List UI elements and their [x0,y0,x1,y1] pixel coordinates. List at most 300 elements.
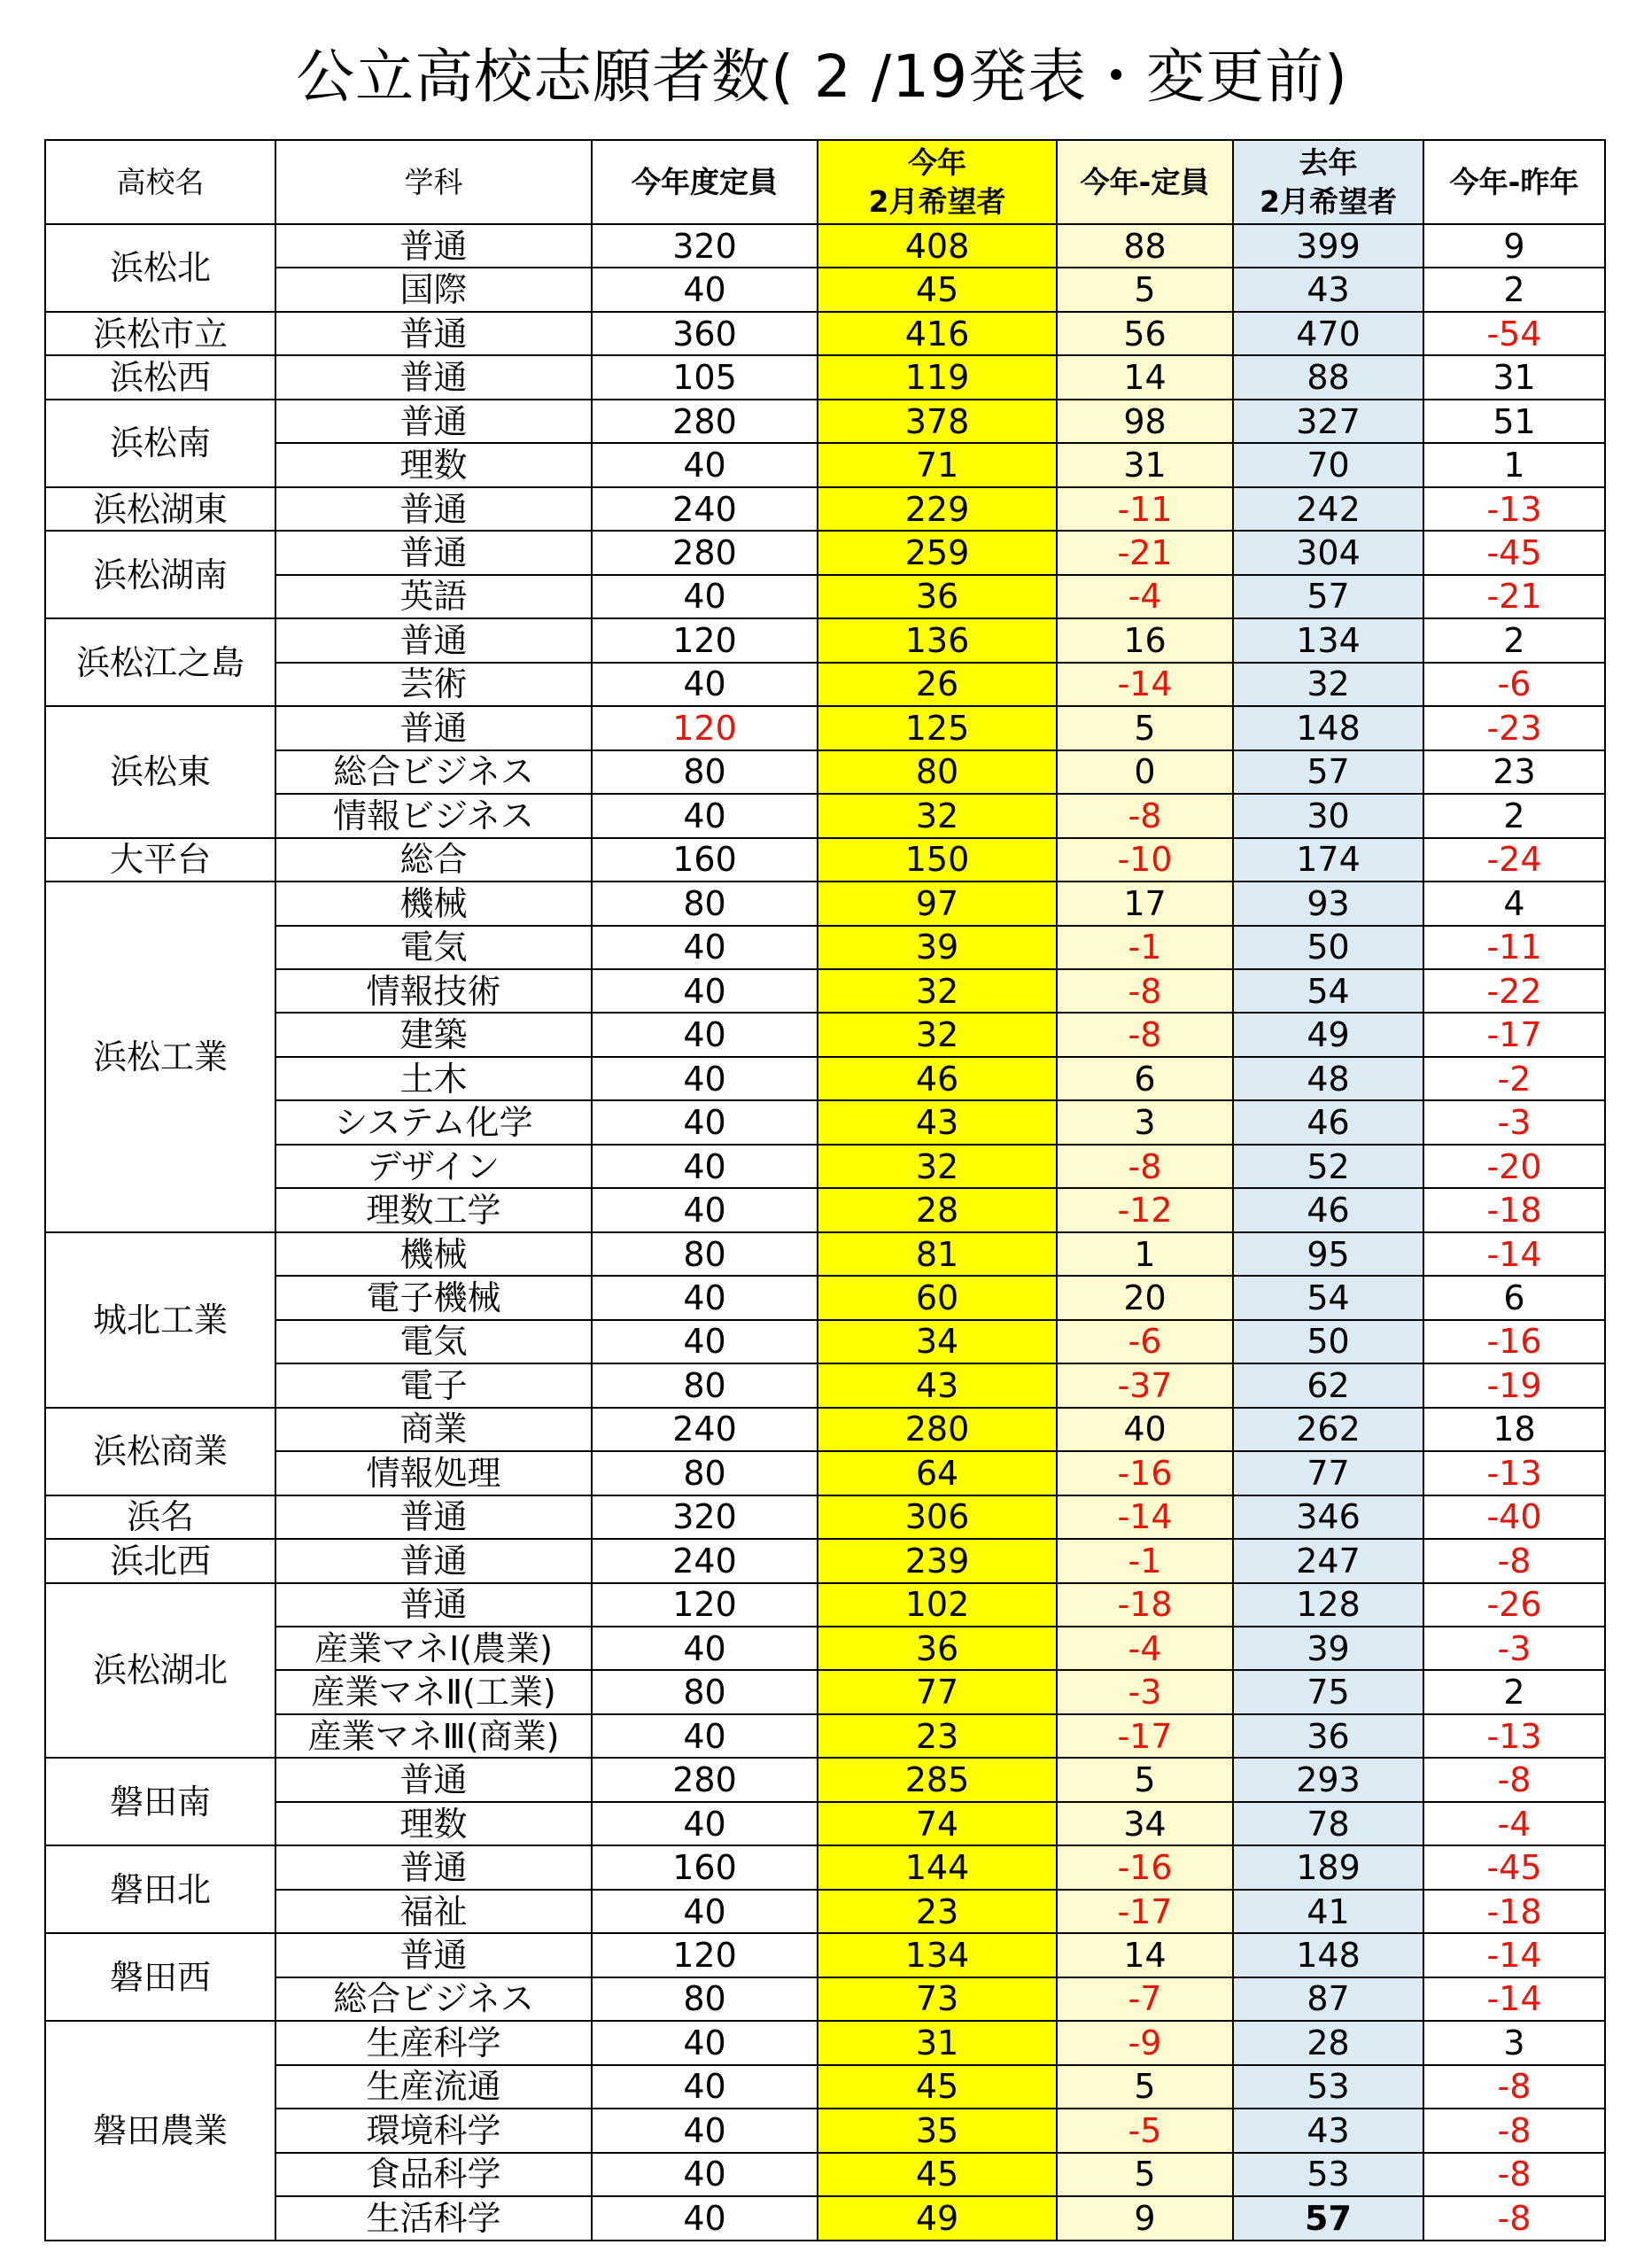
table-row [45,969,1605,1013]
capacity-cell: 240 [592,487,818,531]
last-year-cell: 327 [1233,400,1423,443]
header-hope-bottom: 2月希望者 [868,183,1006,219]
diff-last-year-cell: -13 [1423,1714,1605,1758]
table-row [45,1539,1605,1582]
school-name-cell: 浜松工業 [45,882,275,1232]
last-year-cell: 470 [1233,312,1423,355]
capacity-cell: 40 [592,2196,818,2241]
diff-last-year-cell: -13 [1423,487,1605,531]
capacity-cell: 40 [592,2153,818,2196]
diff-capacity-cell: -16 [1057,1845,1233,1889]
diff-capacity-cell: -4 [1057,1627,1233,1670]
last-year-cell: 53 [1233,2065,1423,2109]
hope-cell: 28 [818,1188,1057,1231]
diff-capacity-cell: 34 [1057,1802,1233,1845]
diff-last-year-cell: -26 [1423,1583,1605,1627]
dept-cell: 産業マネⅢ(商業) [275,1714,592,1758]
diff-capacity-cell: 16 [1057,618,1233,662]
school-name-cell: 浜松湖東 [45,487,275,531]
diff-capacity-cell: -3 [1057,1670,1233,1713]
dept-cell: 普通 [275,1845,592,1889]
diff-last-year-cell: -19 [1423,1363,1605,1407]
last-year-cell: 128 [1233,1583,1423,1627]
diff-last-year-cell: -11 [1423,926,1605,969]
dept-cell: 環境科学 [275,2109,592,2152]
diff-last-year-cell: -2 [1423,1057,1605,1100]
dept-cell: 普通 [275,531,592,574]
capacity-cell: 240 [592,1408,818,1451]
table-row [45,1320,1605,1363]
diff-last-year-cell: 31 [1423,355,1605,399]
capacity-cell: 120 [592,706,818,750]
dept-cell: 総合 [275,838,592,882]
dept-cell: システム化学 [275,1100,592,1144]
hope-cell: 416 [818,312,1057,355]
capacity-cell: 80 [592,1977,818,2021]
last-year-cell: 46 [1233,1100,1423,1144]
table-row [45,1408,1605,1451]
last-year-cell: 36 [1233,1714,1423,1758]
diff-last-year-cell: -18 [1423,1890,1605,1933]
diff-last-year-cell: 2 [1423,1670,1605,1713]
diff-last-year-cell: 4 [1423,882,1605,925]
table-row [45,1188,1605,1231]
school-name-cell: 城北工業 [45,1232,275,1408]
hope-cell: 46 [818,1057,1057,1100]
hope-cell: 39 [818,926,1057,969]
hope-cell: 125 [818,706,1057,750]
dept-cell: 機械 [275,882,592,925]
dept-cell: 機械 [275,1232,592,1276]
dept-cell: 理数 [275,1802,592,1845]
last-year-cell: 41 [1233,1890,1423,1933]
last-year-cell: 50 [1233,1320,1423,1363]
hope-cell: 136 [818,618,1057,662]
header-hope-top: 今年 [908,144,966,180]
table-row [45,1627,1605,1670]
last-year-cell: 399 [1233,224,1423,268]
diff-last-year-cell: 1 [1423,443,1605,486]
capacity-cell: 40 [592,926,818,969]
last-year-cell: 242 [1233,487,1423,531]
diff-capacity-cell: 6 [1057,1057,1233,1100]
last-year-cell: 88 [1233,355,1423,399]
dept-cell: 産業マネⅠ(農業) [275,1627,592,1670]
diff-capacity-cell: -14 [1057,1495,1233,1539]
page-title: 公立高校志願者数( 2 /19発表・変更前) [296,43,1348,111]
school-name-cell: 浜松東 [45,706,275,837]
diff-capacity-cell: -12 [1057,1188,1233,1231]
hope-cell: 239 [818,1539,1057,1582]
table-row [45,1802,1605,1845]
table-row [45,1845,1605,1889]
hope-cell: 32 [818,1013,1057,1056]
capacity-cell: 160 [592,838,818,882]
applicant-table [44,139,1606,2241]
last-year-cell: 346 [1233,1495,1423,1539]
last-year-cell: 49 [1233,1013,1423,1056]
diff-capacity-cell: 5 [1057,706,1233,750]
hope-cell: 119 [818,355,1057,399]
diff-capacity-cell: -8 [1057,969,1233,1013]
last-year-cell: 46 [1233,1188,1423,1231]
hope-cell: 259 [818,531,1057,574]
table-row [45,1013,1605,1056]
diff-capacity-cell: 88 [1057,224,1233,268]
last-year-cell: 62 [1233,1363,1423,1407]
diff-last-year-cell: -18 [1423,1188,1605,1231]
diff-last-year-cell: -8 [1423,1758,1605,1801]
dept-cell: 普通 [275,1758,592,1801]
hope-cell: 36 [818,575,1057,618]
last-year-cell: 87 [1233,1977,1423,2021]
last-year-cell: 57 [1233,750,1423,794]
diff-last-year-cell: 3 [1423,2021,1605,2064]
diff-capacity-cell: -8 [1057,1145,1233,1188]
capacity-cell: 40 [592,2021,818,2064]
diff-capacity-cell: -1 [1057,1539,1233,1582]
school-name-cell: 磐田西 [45,1933,275,2021]
capacity-cell: 40 [592,575,818,618]
school-name-cell: 浜松江之島 [45,618,275,706]
diff-last-year-cell: 9 [1423,224,1605,268]
last-year-cell: 52 [1233,1145,1423,1188]
capacity-cell: 40 [592,1013,818,1056]
hope-cell: 81 [818,1232,1057,1276]
dept-cell: 国際 [275,268,592,311]
diff-last-year-cell: -6 [1423,663,1605,706]
diff-capacity-cell: 5 [1057,2153,1233,2196]
last-year-cell: 43 [1233,268,1423,311]
hope-cell: 97 [818,882,1057,925]
last-year-cell: 304 [1233,531,1423,574]
hope-cell: 26 [818,663,1057,706]
diff-capacity-cell: -14 [1057,663,1233,706]
diff-capacity-cell: 9 [1057,2196,1233,2241]
diff-capacity-cell: 31 [1057,443,1233,486]
school-name-cell: 浜名 [45,1495,275,1539]
hope-cell: 74 [818,1802,1057,1845]
hope-cell: 49 [818,2196,1057,2241]
diff-capacity-cell: -18 [1057,1583,1233,1627]
hope-cell: 229 [818,487,1057,531]
dept-cell: 電気 [275,1320,592,1363]
dept-cell: 産業マネⅡ(工業) [275,1670,592,1713]
last-year-cell: 293 [1233,1758,1423,1801]
diff-capacity-cell: -6 [1057,1320,1233,1363]
table-row [45,1145,1605,1188]
dept-cell: 理数 [275,443,592,486]
table-row [45,1100,1605,1144]
table-row [45,618,1605,662]
capacity-cell: 280 [592,400,818,443]
diff-last-year-cell: 2 [1423,268,1605,311]
hope-cell: 80 [818,750,1057,794]
table-row [45,1232,1605,1276]
hope-cell: 280 [818,1408,1057,1451]
diff-capacity-cell: 5 [1057,2065,1233,2109]
header-capacity: 今年度定員 [592,140,818,224]
hope-cell: 23 [818,1890,1057,1933]
diff-last-year-cell: -4 [1423,1802,1605,1845]
diff-capacity-cell: -1 [1057,926,1233,969]
diff-last-year-cell: -8 [1423,2153,1605,2196]
dept-cell: 食品科学 [275,2153,592,2196]
hope-cell: 36 [818,1627,1057,1670]
hope-cell: 378 [818,400,1057,443]
hope-cell: 73 [818,1977,1057,2021]
header-diff-capacity: 今年-定員 [1057,140,1233,224]
capacity-cell: 40 [592,1627,818,1670]
diff-last-year-cell: -3 [1423,1100,1605,1144]
dept-cell: 普通 [275,706,592,750]
last-year-cell: 95 [1233,1232,1423,1276]
capacity-cell: 360 [592,312,818,355]
dept-cell: 普通 [275,224,592,268]
school-name-cell: 大平台 [45,838,275,882]
diff-last-year-cell: -8 [1423,2109,1605,2152]
table-row [45,1758,1605,1801]
school-name-cell: 浜北西 [45,1539,275,1582]
dept-cell: 総合ビジネス [275,750,592,794]
capacity-cell: 80 [592,1363,818,1407]
table-row [45,882,1605,925]
table-row [45,2153,1605,2196]
capacity-cell: 40 [592,2065,818,2109]
table-row [45,400,1605,443]
dept-cell: 普通 [275,618,592,662]
dept-cell: 情報技術 [275,969,592,1013]
last-year-cell: 134 [1233,618,1423,662]
table-row [45,1451,1605,1495]
diff-capacity-cell: -17 [1057,1714,1233,1758]
dept-cell: 理数工学 [275,1188,592,1231]
diff-capacity-cell: 14 [1057,355,1233,399]
dept-cell: 建築 [275,1013,592,1056]
table-row [45,1670,1605,1713]
last-year-cell: 28 [1233,2021,1423,2064]
header-last-top: 去年 [1299,144,1358,180]
hope-cell: 23 [818,1714,1057,1758]
table-row [45,663,1605,706]
diff-last-year-cell: -14 [1423,1933,1605,1977]
table-row [45,487,1605,531]
diff-capacity-cell: -37 [1057,1363,1233,1407]
capacity-cell: 40 [592,1890,818,1933]
last-year-cell: 247 [1233,1539,1423,1582]
diff-last-year-cell: -3 [1423,1627,1605,1670]
table-row [45,1714,1605,1758]
last-year-cell: 148 [1233,1933,1423,1977]
table-row [45,1933,1605,1977]
dept-cell: 商業 [275,1408,592,1451]
last-year-cell: 48 [1233,1057,1423,1100]
diff-capacity-cell: 5 [1057,268,1233,311]
hope-cell: 43 [818,1100,1057,1144]
last-year-cell: 39 [1233,1627,1423,1670]
diff-capacity-cell: -11 [1057,487,1233,531]
last-year-cell: 30 [1233,794,1423,837]
table-row [45,706,1605,750]
diff-last-year-cell: -45 [1423,531,1605,574]
hope-cell: 144 [818,1845,1057,1889]
school-name-cell: 浜松商業 [45,1408,275,1495]
capacity-cell: 120 [592,1933,818,1977]
dept-cell: デザイン [275,1145,592,1188]
last-year-cell: 54 [1233,969,1423,1013]
diff-last-year-cell: -21 [1423,575,1605,618]
table-row [45,2021,1605,2064]
dept-cell: 土木 [275,1057,592,1100]
dept-cell: 電子 [275,1363,592,1407]
hope-cell: 150 [818,838,1057,882]
capacity-cell: 40 [592,443,818,486]
hope-cell: 134 [818,1933,1057,1977]
dept-cell: 普通 [275,1495,592,1539]
diff-capacity-cell: -5 [1057,2109,1233,2152]
hope-cell: 31 [818,2021,1057,2064]
table-row [45,1057,1605,1100]
dept-cell: 電気 [275,926,592,969]
hope-cell: 102 [818,1583,1057,1627]
last-year-cell: 43 [1233,2109,1423,2152]
diff-capacity-cell: -16 [1057,1451,1233,1495]
last-year-cell: 75 [1233,1670,1423,1713]
last-year-cell: 53 [1233,2153,1423,2196]
table-row [45,794,1605,837]
diff-capacity-cell: 17 [1057,882,1233,925]
capacity-cell: 320 [592,1495,818,1539]
capacity-cell: 40 [592,1145,818,1188]
capacity-cell: 280 [592,531,818,574]
diff-capacity-cell: -17 [1057,1890,1233,1933]
capacity-cell: 105 [592,355,818,399]
diff-last-year-cell: 23 [1423,750,1605,794]
capacity-cell: 40 [592,1714,818,1758]
dept-cell: 情報ビジネス [275,794,592,837]
capacity-cell: 80 [592,1232,818,1276]
capacity-cell: 40 [592,1100,818,1144]
school-name-cell: 浜松北 [45,224,275,312]
table-body [45,224,1605,2241]
school-name-cell: 磐田南 [45,1758,275,1845]
school-name-cell: 浜松市立 [45,312,275,355]
last-year-cell: 77 [1233,1451,1423,1495]
dept-cell: 生産流通 [275,2065,592,2109]
capacity-cell: 40 [592,663,818,706]
diff-last-year-cell: -24 [1423,838,1605,882]
dept-cell: 電子機械 [275,1276,592,1319]
header-row [45,140,1605,224]
last-year-cell: 148 [1233,706,1423,750]
capacity-cell: 40 [592,1057,818,1100]
diff-last-year-cell: -14 [1423,1232,1605,1276]
capacity-cell: 40 [592,2109,818,2152]
diff-last-year-cell: 18 [1423,1408,1605,1451]
table-row [45,750,1605,794]
header-last [1233,140,1423,224]
dept-cell: 生産科学 [275,2021,592,2064]
diff-last-year-cell: -16 [1423,1320,1605,1363]
capacity-cell: 320 [592,224,818,268]
diff-last-year-cell: -40 [1423,1495,1605,1539]
capacity-cell: 40 [592,268,818,311]
last-year-cell: 50 [1233,926,1423,969]
table-row [45,2196,1605,2241]
diff-last-year-cell: 2 [1423,794,1605,837]
school-name-cell: 浜松湖北 [45,1583,275,1759]
capacity-cell: 120 [592,1583,818,1627]
diff-capacity-cell: -8 [1057,794,1233,837]
capacity-cell: 80 [592,882,818,925]
last-year-cell: 78 [1233,1802,1423,1845]
diff-last-year-cell: 51 [1423,400,1605,443]
hope-cell: 60 [818,1276,1057,1319]
dept-cell: 普通 [275,1539,592,1582]
diff-capacity-cell: -7 [1057,1977,1233,2021]
header-diff-last: 今年-昨年 [1423,140,1605,224]
last-year-cell: 93 [1233,882,1423,925]
table-row [45,2065,1605,2109]
last-year-cell: 57 [1233,575,1423,618]
diff-last-year-cell: -54 [1423,312,1605,355]
dept-cell: 総合ビジネス [275,1977,592,2021]
table-row [45,268,1605,311]
capacity-cell: 40 [592,794,818,837]
hope-cell: 45 [818,2153,1057,2196]
hope-cell: 408 [818,224,1057,268]
dept-cell: 普通 [275,400,592,443]
diff-last-year-cell: -8 [1423,2196,1605,2241]
capacity-cell: 40 [592,1188,818,1231]
hope-cell: 43 [818,1363,1057,1407]
hope-cell: 64 [818,1451,1057,1495]
table-row [45,1276,1605,1319]
table-row [45,838,1605,882]
last-year-cell: 189 [1233,1845,1423,1889]
diff-last-year-cell: -22 [1423,969,1605,1013]
capacity-cell: 280 [592,1758,818,1801]
diff-capacity-cell: 3 [1057,1100,1233,1144]
diff-capacity-cell: 14 [1057,1933,1233,1977]
capacity-cell: 40 [592,1276,818,1319]
hope-cell: 35 [818,2109,1057,2152]
last-year-cell: 174 [1233,838,1423,882]
diff-capacity-cell: -9 [1057,2021,1233,2064]
dept-cell: 普通 [275,1933,592,1977]
hope-cell: 306 [818,1495,1057,1539]
diff-last-year-cell: -17 [1423,1013,1605,1056]
diff-last-year-cell: -45 [1423,1845,1605,1889]
dept-cell: 普通 [275,487,592,531]
table-row [45,1583,1605,1627]
diff-last-year-cell: -23 [1423,706,1605,750]
table-row [45,1890,1605,1933]
table-row [45,575,1605,618]
header-dept: 学科 [275,140,592,224]
diff-capacity-cell: 40 [1057,1408,1233,1451]
diff-last-year-cell: -8 [1423,1539,1605,1582]
diff-capacity-cell: -10 [1057,838,1233,882]
header-hope [818,140,1057,224]
dept-cell: 芸術 [275,663,592,706]
header-school: 高校名 [45,140,275,224]
diff-capacity-cell: -8 [1057,1013,1233,1056]
diff-capacity-cell: 1 [1057,1232,1233,1276]
table-row [45,443,1605,486]
table-row [45,312,1605,355]
table-row [45,1977,1605,2021]
